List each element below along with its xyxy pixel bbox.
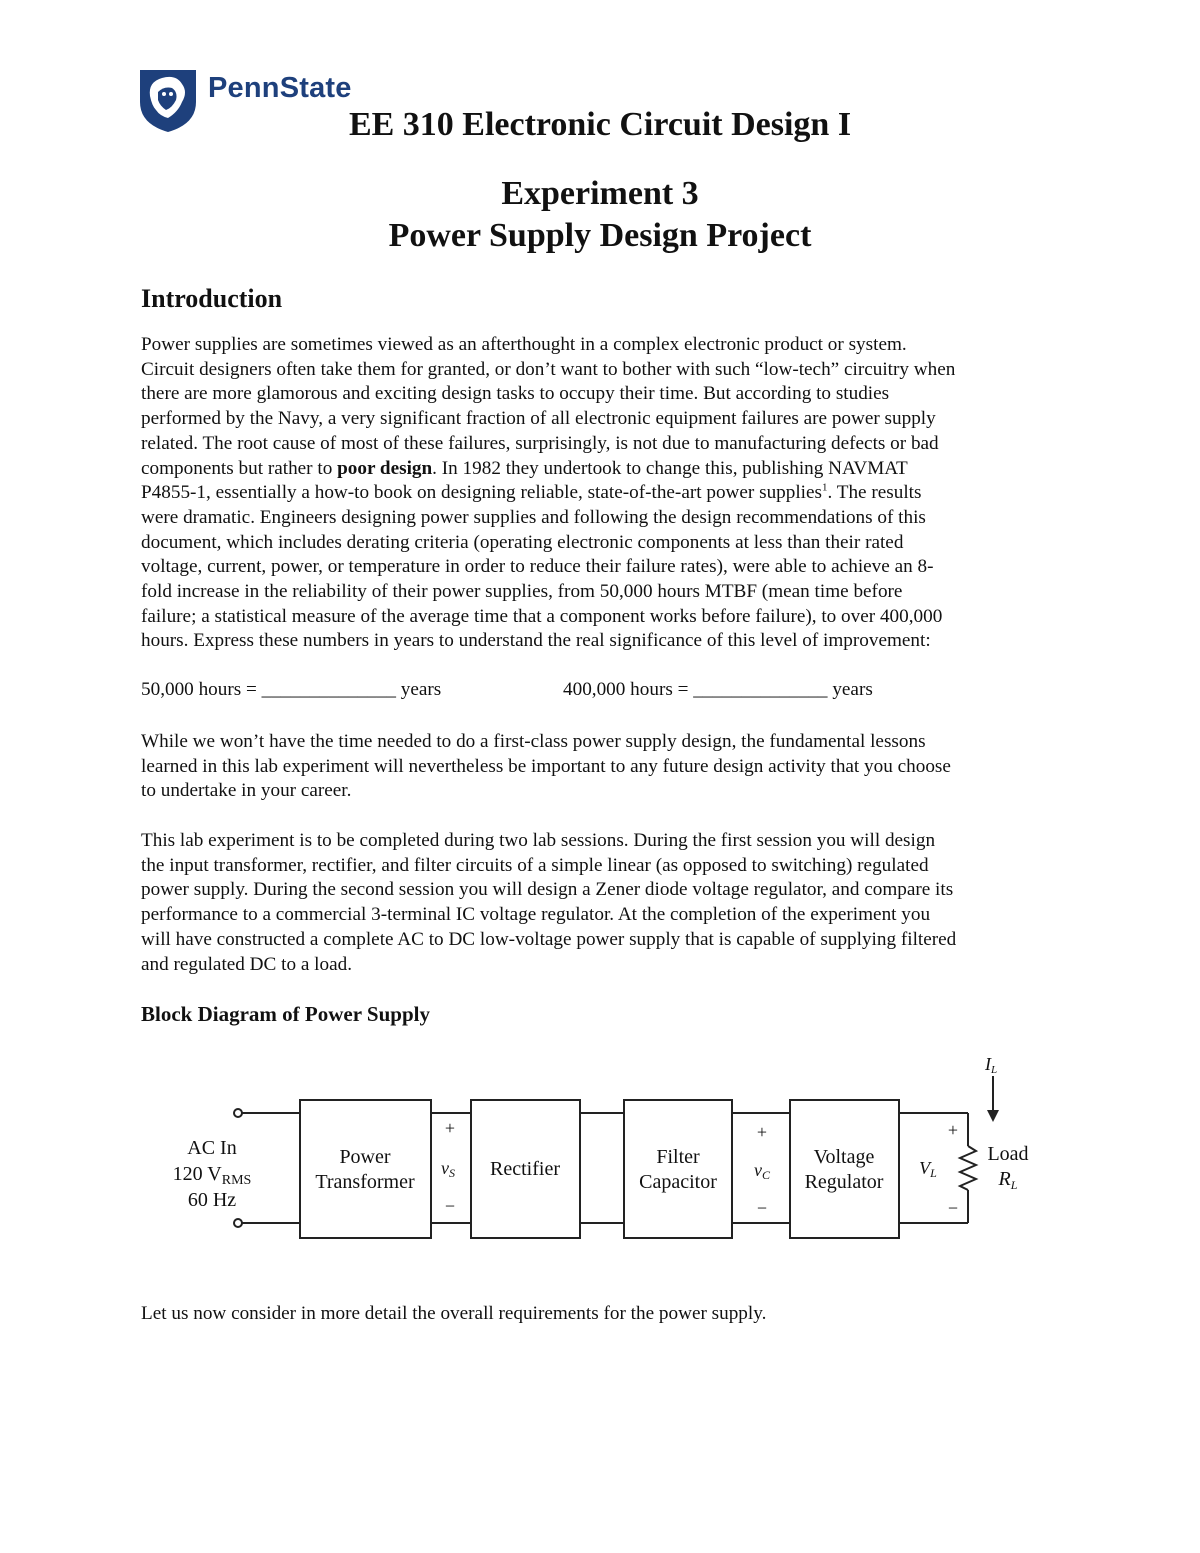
text-line: performance to a commercial 3-terminal IC voltage regulator. At the completion of the experiment you: [141, 904, 931, 926]
course-title: EE 310 Electronic Circuit Design I: [348, 106, 852, 143]
vs-plus-sign: +: [444, 1118, 456, 1138]
voltage-value: 120 V: [172, 1163, 222, 1185]
power-supply-block-diagram: [150, 1048, 1050, 1258]
vc-label: [754, 1160, 771, 1182]
footnote-marker[interactable]: 1: [822, 481, 828, 494]
vs-subscript: S: [449, 1166, 455, 1180]
vl-minus-sign: −: [947, 1198, 959, 1218]
il-label: [984, 1054, 997, 1076]
filter-label-line2: Capacitor: [639, 1171, 717, 1193]
text-line: hours. Express these numbers in years to understand the real significance of this level of improvement:: [141, 630, 931, 652]
text-line: the input transformer, rectifier, and filter circuits of a simple linear (as opposed to switching) regulated: [141, 854, 929, 876]
text-line: Circuit designers often take them for granted, or don’t want to bother with such “low-tech” circuitry when: [141, 358, 956, 380]
vc-symbol: v: [753, 1160, 762, 1180]
text-line: Power supplies are sometimes viewed as an afterthought in a complex electronic product or system.: [141, 334, 907, 355]
text-line: learned in this lab experiment will nevertheless be important to any future design activity that you choose: [141, 755, 951, 777]
intro-paragraph-2: [141, 730, 1071, 804]
logo-wordmark: PennState: [208, 72, 352, 104]
text-line: Let us now consider in more detail the overall requirements for the power supply.: [141, 1303, 767, 1324]
vs-label: [441, 1158, 455, 1180]
vs-minus-sign: −: [444, 1196, 456, 1216]
text-line: [141, 481, 1071, 506]
emphasis-poor-design: poor design: [337, 457, 433, 479]
text-line: While we won’t have the time needed to do a first-class power supply design, the fundamental lessons: [141, 731, 926, 752]
text-line: voltage, current, power, or temperature in order to reduce their failure rates), were able to achieve an 8-: [141, 556, 934, 578]
text-segment: P4855-1, essentially a how-to book on designing reliable, state-of-the-art power supplies: [141, 482, 822, 504]
text-line: will have constructed a complete AC to DC low-voltage power supply that is capable of supplying filtered: [141, 928, 957, 950]
voltage-regulator-block: [790, 1100, 899, 1238]
block-diagram-heading: Block Diagram of Power Supply: [141, 1002, 430, 1026]
text-line: related. The root cause of most of these failures, surprisingly, is not due to manufacturing defects or bad: [141, 432, 939, 454]
vs-symbol: v: [441, 1158, 449, 1178]
text-line: failure; a statistical measure of the average time that a component works before failure), to over 400,000: [141, 605, 943, 627]
vl-subscript: L: [930, 1166, 937, 1180]
filter-label-line1: Filter: [656, 1146, 700, 1168]
years-blank-400000[interactable]: 400,000 hours = ______________ years: [563, 679, 873, 700]
text-line: there are more glamorous and exciting design tasks to occupy their time. But according to studies: [141, 383, 890, 405]
intro-paragraph-3: [141, 829, 1071, 977]
introduction-heading: Introduction: [141, 284, 283, 313]
input-terminal-bottom: [234, 1219, 242, 1227]
il-subscript: L: [990, 1064, 998, 1076]
text-line: were dramatic. Engineers designing power supplies and following the design recommendations of this: [141, 506, 926, 528]
text-segment: . The results: [827, 482, 922, 504]
rms-subscript: RMS: [221, 1173, 252, 1188]
closing-sentence: [141, 1302, 1071, 1327]
text-line: performed by the Navy, a very significant fraction of all electronic equipment failures are power supply: [141, 408, 936, 430]
text-line: This lab experiment is to be completed during two lab sessions. During the first session you will design: [141, 830, 936, 851]
text-line: [141, 457, 1071, 482]
vl-plus-sign: +: [947, 1120, 959, 1140]
load-resistor-icon: [960, 1146, 976, 1190]
text-segment: components but rather to: [141, 457, 338, 479]
text-line: power supply. During the second session you will design a Zener diode voltage regulator, and compare its: [141, 879, 954, 901]
years-blank-50000[interactable]: 50,000 hours = ______________ years: [141, 679, 442, 700]
vl-label: [919, 1158, 937, 1180]
project-title: Power Supply Design Project: [388, 217, 812, 254]
filter-capacitor-block: [624, 1100, 732, 1238]
text-line: to undertake in your career.: [141, 780, 352, 802]
vc-subscript: C: [761, 1168, 771, 1182]
regulator-label-line1: Voltage: [813, 1146, 875, 1168]
frequency-label: 60 Hz: [187, 1189, 237, 1211]
current-arrow-icon: [987, 1110, 999, 1122]
ac-in-label: AC In: [187, 1137, 237, 1159]
transformer-label-line1: Power: [339, 1146, 391, 1168]
experiment-number: Experiment 3: [501, 175, 699, 212]
text-line: document, which includes derating criteria (operating electronic components at less than their rated: [141, 531, 904, 553]
rectifier-label: Rectifier: [490, 1158, 560, 1180]
vc-minus-sign: −: [756, 1198, 768, 1218]
regulator-label-line2: Regulator: [804, 1171, 884, 1193]
vc-plus-sign: +: [756, 1122, 768, 1142]
r-subscript: L: [1010, 1178, 1018, 1192]
transformer-label-line2: Transformer: [315, 1171, 415, 1193]
intro-paragraph-1: [141, 333, 1071, 654]
load-resistance-label: [998, 1168, 1018, 1192]
vl-symbol: V: [919, 1158, 931, 1178]
text-segment: . In 1982 they undertook to change this, publishing NAVMAT: [432, 457, 908, 479]
voltage-rating-label: [173, 1163, 252, 1188]
power-transformer-block: [300, 1100, 431, 1238]
text-line: fold increase in the reliability of their power supplies, from 50,000 hours MTBF (mean time before: [141, 581, 903, 603]
text-line: and regulated DC to a load.: [141, 953, 352, 975]
load-label: Load: [987, 1143, 1029, 1165]
input-terminal-top: [234, 1109, 242, 1117]
r-symbol: R: [998, 1168, 1011, 1190]
il-symbol: I: [984, 1054, 991, 1074]
